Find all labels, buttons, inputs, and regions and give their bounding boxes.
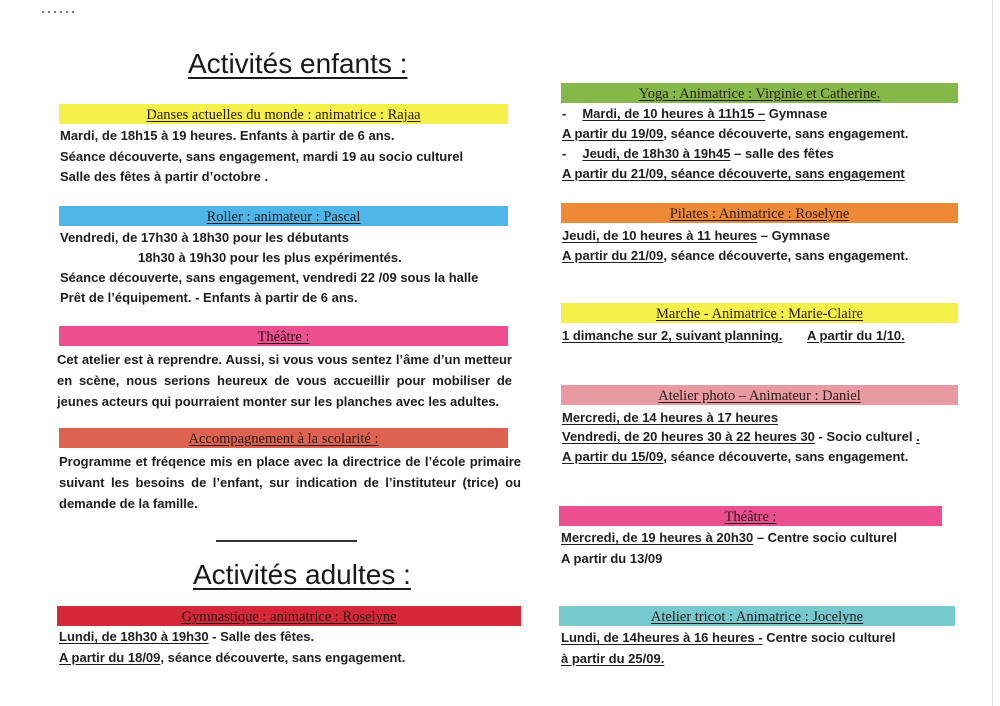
pilates-note: , séance découverte, sans engagement.: [663, 248, 909, 263]
theatre-adultes-schedule: Mercredi, de 19 heures à 20h30: [561, 530, 754, 545]
adults-activities-title: Activités adultes :: [193, 559, 411, 590]
scan-edge: [992, 0, 993, 706]
band-marche: [561, 303, 958, 323]
yoga-line-1: [562, 106, 827, 122]
scolarite-text: Programme et fréqence mis en place avec la directrice de l’école primaire suivant les besoins de l’enfant, sur indication de l’instituteur (trice) ou demande de la famille.: [59, 454, 521, 511]
children-activities-title: Activités enfants :: [188, 48, 408, 79]
band-photo-label: Atelier photo – Animateur : Daniel: [658, 388, 861, 404]
band-pilates-label: Pilates : Animatrice : Roselyne: [669, 206, 850, 222]
theatre-adultes-line-1: [561, 530, 897, 546]
marche-start: A partir du 1/10.: [807, 328, 905, 343]
band-tricot-label: Atelier tricot : Animatrice : Jocelyne: [650, 609, 864, 625]
band-photo: [561, 385, 958, 405]
gym-line-2: [59, 650, 405, 666]
gym-line-1: [59, 629, 314, 645]
yoga-line-2: [562, 126, 908, 142]
roller-line-3: Séance découverte, sans engagement, vendredi 22 /09 sous la halle: [60, 270, 479, 285]
theatre-adultes-line-2: A partir du 13/09: [561, 551, 663, 566]
band-pilates: [561, 203, 958, 223]
yoga-line-4: A partir du 21/09, séance découverte, sans engagement: [562, 166, 905, 181]
pilates-place: – Gymnase: [757, 228, 831, 243]
marche-schedule: 1 dimanche sur 2, suivant planning.: [562, 328, 783, 343]
yoga-dash-1: -: [562, 106, 567, 121]
gym-schedule: Lundi, de 18h30 à 19h30: [59, 629, 209, 644]
marche-line-1: [562, 328, 782, 344]
photo-line-1: Mercredi, de 14 heures à 17 heures: [562, 410, 779, 425]
photo-line-2: [562, 429, 920, 445]
band-roller-label: Roller : animateur : Pascal: [206, 209, 361, 225]
tricot-place: Centre socio culturel: [762, 630, 896, 645]
photo-note: , séance découverte, sans engagement.: [663, 449, 909, 464]
band-scolarite: [59, 428, 508, 448]
band-yoga: [561, 83, 958, 103]
theatre-adultes-place: – Centre socio culturel: [753, 530, 897, 545]
yoga-place-2: – salle des fêtes: [730, 146, 834, 161]
yoga-note-1: , séance découverte, sans engagement.: [663, 126, 909, 141]
band-theatre-adultes: [559, 506, 942, 526]
yoga-place-1: Gymnase: [765, 106, 828, 121]
photo-line-3: [562, 449, 908, 465]
band-yoga-label: Yoga : Animatrice : Virginie et Catherine.: [638, 86, 881, 102]
pilates-schedule: Jeudi, de 10 heures à 11 heures: [562, 228, 758, 243]
scan-marks: [42, 3, 78, 21]
tricot-line-2: à partir du 25/09.: [561, 651, 665, 666]
band-theatre-enfants-label: Théâtre :: [257, 329, 310, 345]
gym-place: - Salle des fêtes.: [208, 629, 315, 644]
photo-start: A partir du 15/09: [562, 449, 664, 464]
yoga-schedule-1: Mardi, de 10 heures à 11h15 –: [582, 106, 766, 121]
band-theatre-adultes-label: Théâtre :: [724, 509, 777, 525]
roller-line-2: 18h30 à 19h30 pour les plus expérimentés.: [138, 250, 402, 265]
band-tricot: [559, 606, 955, 626]
gym-start-date: A partir du 18/09: [59, 650, 161, 665]
band-marche-label: Marche - Animatrice : Marie-Claire: [656, 306, 863, 322]
band-danses: [59, 104, 508, 124]
band-danses-label: Danses actuelles du monde : animatrice : Rajaa: [146, 107, 421, 123]
pilates-line-1: [562, 228, 830, 244]
photo-period: .: [916, 429, 920, 444]
yoga-dash-2: -: [562, 146, 567, 161]
band-scolarite-label: Accompagnement à la scolarité :: [188, 431, 379, 447]
pilates-line-2: [562, 248, 908, 264]
tricot-schedule: Lundi, de 14heures à 16 heures -: [561, 630, 763, 645]
roller-line-4: Prêt de l’équipement. - Enfants à partir de 6 ans.: [60, 290, 358, 305]
roller-line-1: Vendredi, de 17h30 à 18h30 pour les débutants: [60, 230, 349, 245]
yoga-line-3: [562, 146, 834, 162]
pilates-start: A partir du 21/09: [562, 248, 664, 263]
band-theatre-enfants: [59, 326, 508, 346]
section-separator: [216, 540, 357, 542]
danses-line-3: Salle des fêtes à partir d’octobre .: [60, 169, 269, 184]
gym-start-note: , séance découverte, sans engagement.: [160, 650, 406, 665]
theatre-enfants-text: Cet atelier est à reprendre. Aussi, si vous vous sentez l’âme d’un metteur en scène, nous serions heureux de vous accueillir pour mobiliser de jeunes acteurs qui pourraient monter sur les planches avec les adultes.: [57, 352, 512, 409]
band-gymnastique: [57, 606, 521, 626]
yoga-schedule-2: Jeudi, de 18h30 à 19h45: [582, 146, 731, 161]
tricot-line-1: [561, 630, 896, 646]
danses-line-1: Mardi, de 18h15 à 19 heures. Enfants à partir de 6 ans.: [60, 128, 395, 143]
band-gymnastique-label: Gymnastique : animatrice : Roselyne: [181, 609, 397, 625]
yoga-start-1: A partir du 19/09: [562, 126, 664, 141]
band-roller: [59, 206, 508, 226]
photo-schedule-2: Vendredi, de 20 heures 30 à 22 heures 30: [562, 429, 815, 444]
photo-place: - Socio culturel: [814, 429, 917, 444]
danses-line-2: Séance découverte, sans engagement, mardi 19 au socio culturel: [60, 149, 464, 164]
